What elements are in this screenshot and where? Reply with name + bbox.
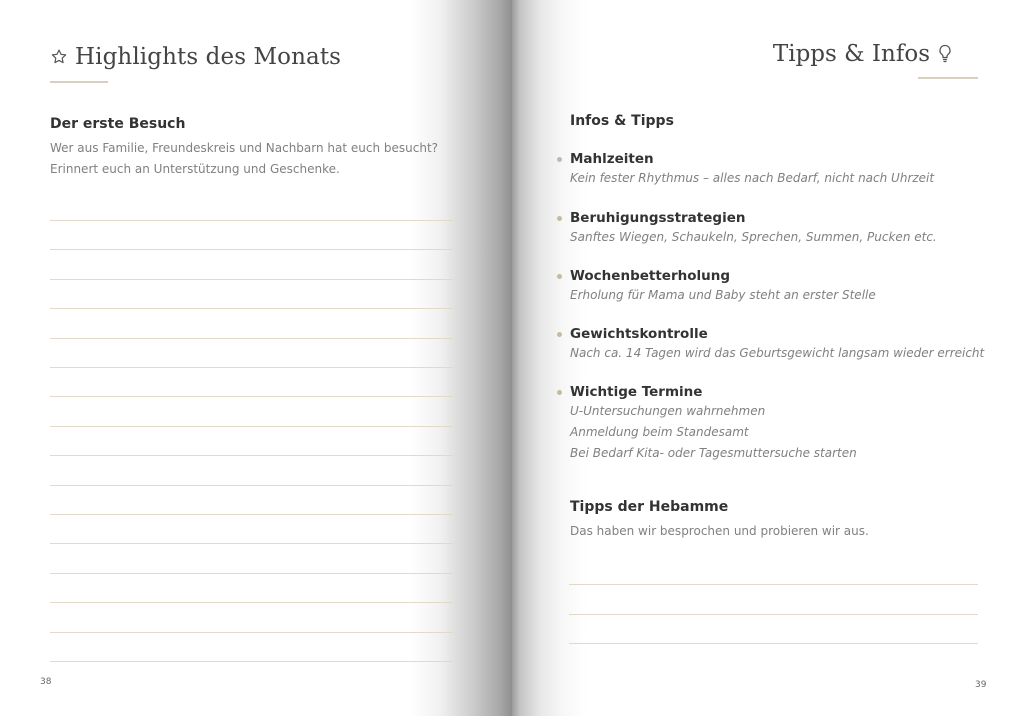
writing-line[interactable] (50, 632, 453, 633)
writing-line[interactable] (50, 338, 453, 339)
bullet-icon (557, 216, 562, 221)
tip-detail: Bei Bedarf Kita- oder Tagesmuttersuche starten (570, 446, 857, 460)
tip-item-gewichtskontrolle (570, 325, 990, 364)
bullet-icon (557, 157, 562, 162)
bullet-icon (557, 274, 562, 279)
page-number-right: 39 (975, 680, 987, 690)
writing-line[interactable] (50, 455, 453, 456)
right-page-title: Tipps & Infos (772, 41, 930, 67)
left-page-title-group (50, 44, 341, 70)
midwife-prompt: Das haben wir besprochen und probieren wir aus. (570, 524, 869, 538)
prompt-line: Erinnert euch an Unterstützung und Geschenke. (50, 162, 340, 176)
tip-detail: Erholung für Mama und Baby steht an erster Stelle (570, 288, 876, 302)
writing-line[interactable] (50, 279, 453, 280)
right-page-title-group (773, 41, 952, 67)
writing-line[interactable] (50, 661, 453, 662)
writing-line[interactable] (50, 426, 453, 427)
section-heading-midwife: Tipps der Hebamme (570, 499, 729, 515)
writing-line[interactable] (50, 485, 453, 486)
tip-detail: U-Untersuchungen wahrnehmen (570, 404, 766, 418)
tip-name: Wochenbetterholung (570, 268, 731, 284)
writing-line[interactable] (50, 308, 453, 309)
writing-line[interactable] (569, 584, 978, 585)
writing-line[interactable] (50, 220, 453, 221)
tip-detail: Anmeldung beim Standesamt (570, 425, 749, 439)
writing-line[interactable] (569, 643, 978, 644)
section-heading-infos: Infos & Tipps (570, 113, 674, 129)
tip-name: Wichtige Termine (570, 384, 703, 400)
writing-line[interactable] (50, 396, 453, 397)
bullet-icon (557, 390, 562, 395)
tip-item-beruhigungsstrategien (570, 209, 990, 248)
lightbulb-icon (938, 44, 952, 64)
tip-item-wichtige-termine (570, 383, 990, 464)
tip-name: Mahlzeiten (570, 151, 654, 167)
right-page (512, 0, 1024, 716)
tip-name: Beruhigungsstrategien (570, 210, 746, 226)
writing-line[interactable] (50, 543, 453, 544)
page-number-left: 38 (40, 677, 52, 687)
tip-detail: Sanftes Wiegen, Schaukeln, Sprechen, Summen, Pucken etc. (570, 230, 937, 244)
writing-line[interactable] (50, 249, 453, 250)
tip-detail: Kein fester Rhythmus – alles nach Bedarf, nicht nach Uhrzeit (570, 171, 935, 185)
prompt-line: Wer aus Familie, Freundeskreis und Nachbarn hat euch besucht? (50, 141, 439, 155)
tip-detail: Nach ca. 14 Tagen wird das Geburtsgewicht langsam wieder erreicht (570, 346, 985, 360)
right-title-underline (918, 77, 978, 79)
tip-item-wochenbetterholung (570, 267, 990, 306)
left-title-underline (50, 81, 108, 83)
bullet-icon (557, 332, 562, 337)
tip-item-mahlzeiten (570, 150, 990, 189)
writing-line[interactable] (569, 614, 978, 615)
tip-name: Gewichtskontrolle (570, 326, 708, 342)
writing-line[interactable] (50, 573, 453, 574)
section-heading-first-visit: Der erste Besuch (50, 116, 186, 132)
writing-line[interactable] (50, 602, 453, 603)
writing-line[interactable] (50, 367, 453, 368)
writing-line[interactable] (50, 514, 453, 515)
left-page-title: Highlights des Monats (75, 44, 342, 70)
star-outline-icon (50, 48, 68, 66)
first-visit-prompt (50, 138, 450, 180)
